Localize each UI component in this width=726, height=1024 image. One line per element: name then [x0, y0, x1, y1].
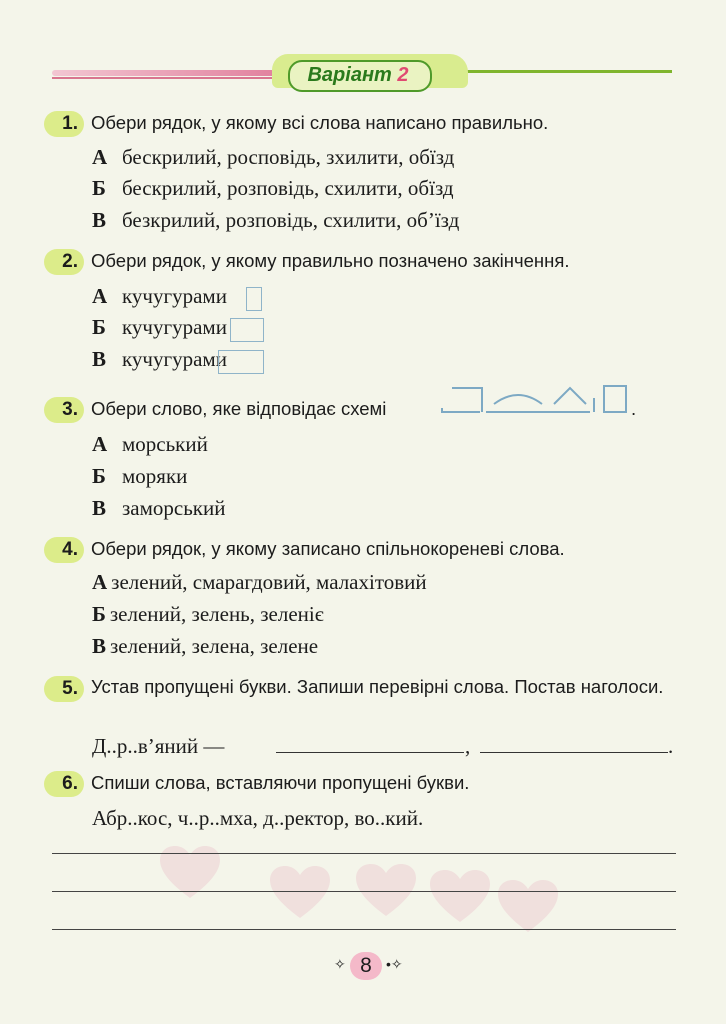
- q2-option-c[interactable]: В кучугурами: [92, 347, 227, 371]
- question-text: Обери слово, яке відповідає схемі: [91, 398, 387, 419]
- heart-decoration-icon: [430, 870, 490, 924]
- writing-line-1[interactable]: [52, 853, 676, 854]
- q3-option-c[interactable]: В заморський: [92, 496, 226, 520]
- q4-option-c[interactable]: В зелений, зелена, зелене: [92, 634, 319, 658]
- variant-title-label: Варіант: [307, 64, 392, 86]
- q2-option-a[interactable]: А кучугурами: [92, 284, 227, 308]
- question-text: Обери рядок, у якому записано спільнокореневі слова.: [91, 538, 565, 559]
- q4-option-a[interactable]: А зелений, смарагдовий, малахітовий: [92, 570, 427, 594]
- question-text: Обери рядок, у якому правильно позначено закінчення.: [91, 250, 570, 271]
- q1-option-b[interactable]: Б бескрилий, розповідь, схилити, обїзд: [92, 176, 454, 200]
- q2-option-b[interactable]: Б кучугурами: [92, 315, 227, 339]
- q6-task-words: Абр..кос, ч..р..мха, д..ректор, во..кий.: [92, 806, 424, 830]
- q4-option-b[interactable]: Б зелений, зелень, зеленіє: [92, 602, 324, 626]
- dot-icon: •✧: [386, 956, 403, 972]
- writing-line-3[interactable]: [52, 929, 676, 930]
- q5-end-period: .: [668, 734, 674, 758]
- question-text: Устав пропущені букви. Запиши перевірні слова. Постав наголоси.: [91, 676, 664, 697]
- ending-box-a: [246, 287, 262, 311]
- variant-title: [288, 60, 428, 88]
- q3-option-b[interactable]: Б моряки: [92, 464, 188, 488]
- word-structure-scheme: [440, 382, 630, 416]
- q5-answer-line-1[interactable]: [276, 752, 464, 753]
- q3-option-a[interactable]: А морський: [92, 432, 208, 456]
- writing-line-2[interactable]: [52, 891, 676, 892]
- question-3-end-period: .: [631, 398, 637, 419]
- header-rule-pink: [52, 70, 292, 76]
- question-text: Спиши слова, вставляючи пропущені букви.: [91, 772, 470, 793]
- heart-decoration-icon: [270, 866, 330, 920]
- question-number-badge: 5.: [44, 676, 84, 702]
- ending-box-c: [218, 350, 264, 374]
- sparkle-icon: ✧: [334, 956, 346, 972]
- q5-task-word: Д..р..в’яний —: [92, 734, 225, 758]
- question-number-badge: 3.: [44, 397, 84, 423]
- heart-decoration-icon: [498, 880, 558, 934]
- question-text: Обери рядок, у якому всі слова написано правильно.: [91, 112, 549, 133]
- question-number-badge: 1.: [44, 111, 84, 137]
- q1-option-c[interactable]: В безкрилий, розповідь, схилити, об’їзд: [92, 208, 460, 232]
- header-rule-green: [440, 70, 672, 73]
- ending-box-b: [230, 318, 264, 342]
- q5-separator: ,: [465, 734, 471, 758]
- question-number-badge: 4.: [44, 537, 84, 563]
- question-number-badge: 2.: [44, 249, 84, 275]
- variant-number: 2: [397, 64, 409, 86]
- header-rule-pink-thin: [52, 77, 292, 79]
- page-number: 8: [350, 952, 382, 980]
- q5-answer-line-2[interactable]: [480, 752, 668, 753]
- q1-option-a[interactable]: А бескрилий, росповідь, зхилити, обїзд: [92, 145, 455, 169]
- question-number-badge: 6.: [44, 771, 84, 797]
